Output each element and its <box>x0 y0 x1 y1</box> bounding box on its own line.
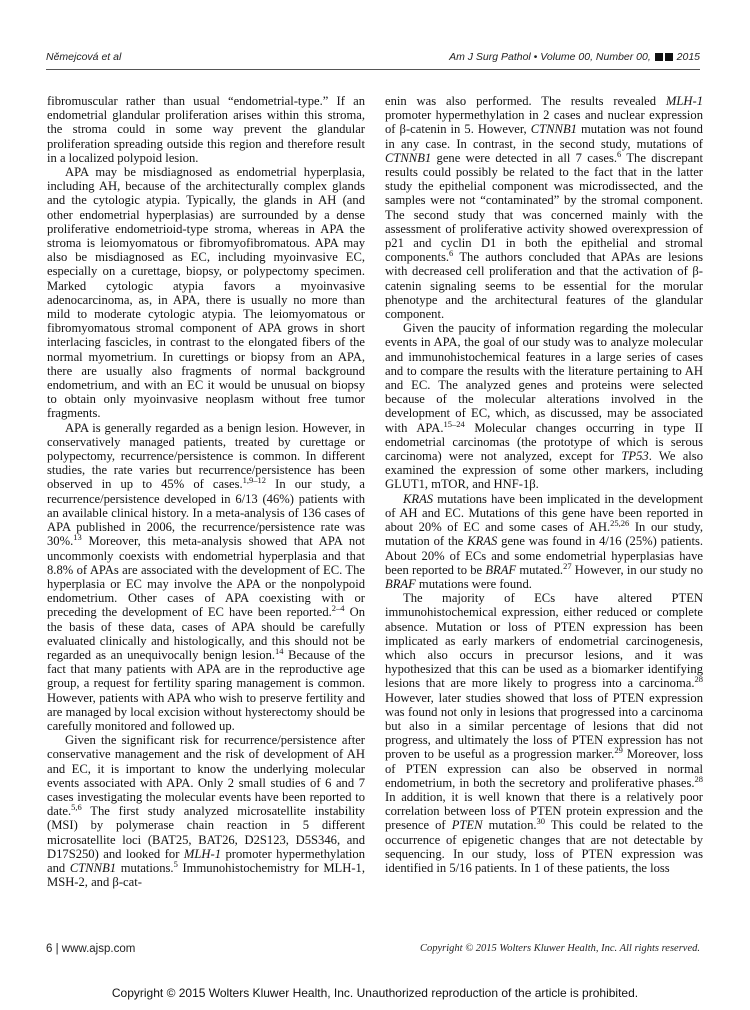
text-run: APA may be misdiagnosed as endometrial hyperplasia, including AH, because of the architecturally complex glands and the cytologic atypia. Typically, the glands in AH (and other endometrial hyperplasias) are surrounded by a dense proliferative endometrioid-type stroma, whereas in APA the stroma is leiomyomatous or fibromyofibromatous. APA may also be misdiagnosed as EC, including myoinvasive EC, especially on a curettage, biopsy, or polypectomy specimen. Marked cytologic atypia favors a myoinvasive adenocarcinoma, as, in APA, there is usually no more than mild to moderate cytologic atypia. The leiomyomatous or fibromyomatous stromal component of APA grows in short interlacing fascicles, in contrast to the elongated fibers of the normal myometrium. In curettings or biopsy from an APA, there are usually also fragments of normal background endometrium, and with an EC it would be unusual on biopsy to obtain only myoinvasive neoplasm without free tumor fragments. <box>47 165 365 421</box>
italic-term: PTEN <box>451 818 483 833</box>
text-run: mutations were found. <box>415 576 532 591</box>
citation-superscript: 2–4 <box>331 603 345 614</box>
text-run: mutations. <box>116 860 174 875</box>
issue-square-icon <box>665 53 673 61</box>
italic-term: BRAF <box>385 576 416 591</box>
citation-superscript: 14 <box>275 645 284 656</box>
text-run: enin was also performed. The results revealed <box>385 94 666 108</box>
citation-superscript: 15–24 <box>443 418 465 429</box>
text-run: The first study analyzed microsatellite instability (MSI) by polymerase chain reaction in 5 different microsatellite loci (BAT25, BAT26, D2S123, D5S346, and D17S250) and looked for <box>47 804 365 861</box>
citation-superscript: 30 <box>536 816 546 827</box>
text-run: mutated. <box>516 562 564 577</box>
citation-superscript: 28 <box>694 773 703 784</box>
body-paragraph <box>385 591 703 875</box>
text-run: gene was found in 4/16 (25%) patients. About 20% of ECs and some endometrial hyperplasias have been reported to be <box>385 534 703 577</box>
citation-superscript: 6 <box>617 148 622 159</box>
italic-term: CTNNB1 <box>69 860 117 875</box>
right-text-column <box>385 94 703 875</box>
body-paragraph <box>385 94 703 321</box>
text-run: In addition, it is well known that there is a relatively poor correlation between loss of PTEN protein expression and the presence of <box>385 789 703 833</box>
reproduction-notice: Copyright © 2015 Wolters Kluwer Health, Inc. Unauthorized reproduction of the article is prohibited. <box>111 986 639 1000</box>
text-run: promoter hypermethylation in 2 cases and nuclear expression of β-catenin in 5. However, <box>385 108 703 137</box>
footer-copyright: Copyright © 2015 Wolters Kluwer Health, Inc. All rights reserved. <box>420 943 700 954</box>
italic-term: CTNNB1 <box>385 150 432 165</box>
text-run: The discrepant results could possibly be related to the fact that in the latter study the epithelial component was microdissected, and the samples were not “contaminated” by the stromal component. The second study that was concerned mainly with the assessment of proliferative activity showed overexpression of p21 and cyclin D1 in both the epithelial and stromal components. <box>385 150 704 265</box>
citation-superscript: 1,9–12 <box>242 475 267 486</box>
citation-superscript: 5 <box>173 858 178 869</box>
text-run: Moreover, this meta-analysis showed that APA not uncommonly coexists with endometrial hyperplasia and that 8.8% of APAs are associated with the development of EC. The hyperplasia or EC may involve the APA or the nonpolypoid endometrium. Other cases of APA coexisting with or preceding the development of EC have been reported. <box>47 534 365 620</box>
text-run: . We also examined the expression of some other markers, including GLUT1, mTOR, and HNF-1β. <box>385 449 703 492</box>
text-run: On the basis of these data, cases of APA should be carefully evaluated clinically and histologically, and this should not be regarded as an unequivocally benign lesion. <box>47 605 366 662</box>
text-run: However, in our study no <box>571 562 703 577</box>
text-run: mutations have been implicated in the development of AH and EC. Mutations of this gene have been reported in about 20% of EC and some cases of AH. <box>385 491 703 535</box>
journal-volume: Volume 00, Number 00, <box>540 51 651 63</box>
text-run: However, later studies showed that loss of PTEN expression was found not only in lesions that progressed into a carcinoma but also in a similar percentage of lesions that did not progress, and ultimately the loss of PTEN expression has not proven to be useful as a progression marker. <box>385 690 703 762</box>
footer-page-info: 6 | www.ajsp.com <box>46 943 136 955</box>
body-paragraph <box>47 733 365 889</box>
text-run: In our study, a recurrence/persistence developed in 6/13 (46%) patients with an available clinical history. In a meta-analysis of 136 cases of APA published in 2006, the recurrence/persistence rate was 30%. <box>47 477 365 549</box>
italic-term: MLH-1 <box>183 846 222 861</box>
running-head-journal-info: Am J Surg Pathol • Volume 00, Number 00, 2015 <box>449 51 700 63</box>
body-paragraph <box>385 492 703 591</box>
italic-term: KRAS <box>403 491 434 506</box>
text-run: Immunohistochemistry for MLH-1, MSH-2, and β-cat- <box>47 860 365 890</box>
citation-superscript: 5,6 <box>71 801 82 812</box>
text-run: Given the paucity of information regarding the molecular events in APA, the goal of our study was to analyze molecular and immunohistochemical features in a large series of cases and to compare the results with the literature pertaining to AH and EC. The analyzed genes and proteins were selected because of the molecular alterations involved in the development of EC, which, as discussed, may be associated with APA. <box>385 321 703 435</box>
citation-superscript: 6 <box>449 248 454 259</box>
page-number: 6 <box>46 943 53 955</box>
page-footer <box>46 943 700 959</box>
text-run: fibromuscular rather than usual “endometrial-type.” If an endometrial glandular proliferation arises within this stroma, the stroma could in some way prevent the glandular proliferation spreading outside this region and therefore result in a localized polypoid lesion. <box>47 94 365 165</box>
text-run: gene were detected in all 7 cases. <box>431 150 618 165</box>
citation-superscript: 27 <box>563 560 572 571</box>
text-run: Moreover, loss of PTEN expression can also be observed in normal endometrium, in both the secretory and proliferative phases. <box>385 747 703 790</box>
italic-term: CTNNB1 <box>530 122 577 137</box>
text-run: The majority of ECs have altered PTEN immunohistochemical expression, either reduced or complete absence. Mutation or loss of PTEN expression has been implicated as early markers of endometrial carcinogenesis, which also occurs in precursor lesions, and it was hypothesized that this can be used as a biomarker identifying lesions that are more likely to progress into a carcinoma. <box>385 591 703 691</box>
text-run: In our study, mutation of the <box>385 520 703 549</box>
journal-name: Am J Surg Pathol <box>449 51 531 63</box>
text-run: Molecular changes occurring in type II endometrial carcinomas (the prototype of which is serous carcinoma) were not analyzed, except for <box>385 420 703 464</box>
body-paragraph <box>47 421 365 733</box>
body-paragraph <box>47 94 365 165</box>
italic-term: KRAS <box>467 534 498 549</box>
text-run: mutation was not found in any case. In contrast, in the second study, mutations of <box>385 122 703 151</box>
citation-superscript: 29 <box>614 745 623 756</box>
citation-superscript: 13 <box>73 532 82 543</box>
site-link[interactable]: www.ajsp.com <box>61 943 136 955</box>
text-run: Because of the fact that many patients with APA are in the reproductive age group, a request for fertility sparing management is common. However, patients with APA who wish to preserve fertility and are managed by local excision without hysterectomy should be carefully monitored and followed up. <box>47 647 365 733</box>
journal-year: 2015 <box>676 51 700 63</box>
citation-superscript: 28 <box>694 674 703 685</box>
italic-term: MLH-1 <box>665 94 703 108</box>
body-paragraph <box>385 321 703 491</box>
header-rule <box>46 69 700 70</box>
text-run: APA is generally regarded as a benign lesion. However, in conservatively managed patients, treated by curettage or polypectomy, recurrence/persistence is common. In different studies, the rate varies but recurrence/persistence has been observed in up to 45% of cases. <box>47 420 365 492</box>
running-head <box>46 51 700 67</box>
text-run: The authors concluded that APAs are lesions with decreased cell proliferation and that the activation of β-catenin signaling seems to be essential for the morular phenotype and the architectural features of the glandular component. <box>385 250 703 322</box>
citation-superscript: 25,26 <box>610 517 630 528</box>
italic-term: BRAF <box>485 562 517 577</box>
text-run: promoter hypermethylation and <box>47 846 366 875</box>
issue-square-icon <box>655 53 663 61</box>
body-paragraph <box>47 165 365 421</box>
left-text-column <box>47 94 365 889</box>
italic-term: TP53 <box>621 449 649 464</box>
text-run: This could be related to the occurrence of epigenetic changes that are not detectable by sequencing. In our study, loss of PTEN expression was identified in 5/16 patients. In 1 of these patients, the loss <box>385 818 704 875</box>
text-run: Given the significant risk for recurrence/persistence after conservative management and the risk of development of AH and EC, it is important to know the underlying molecular events associated with APA. Only 2 small studies of 6 and 7 cases investigating the molecular events have been reported to date. <box>47 733 365 819</box>
text-run: mutation. <box>482 818 537 833</box>
running-head-authors: Němejcová et al <box>46 51 122 63</box>
